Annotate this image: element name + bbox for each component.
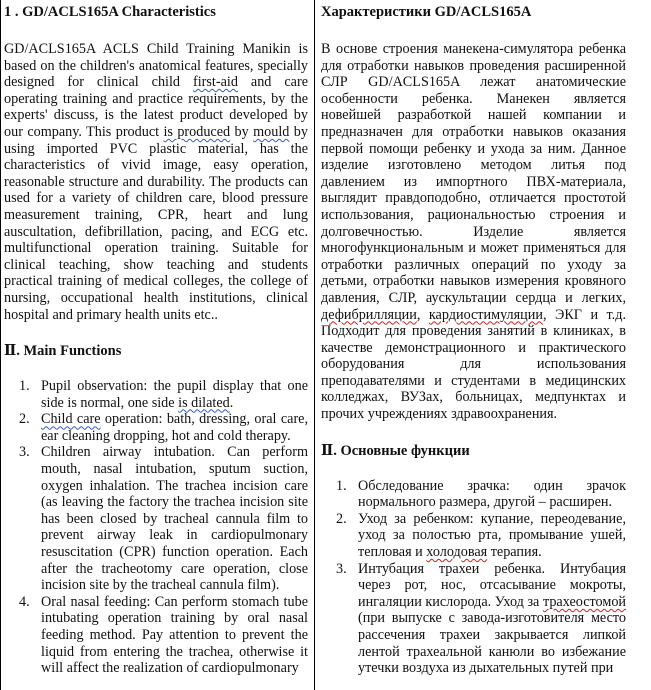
column-divider (314, 0, 315, 690)
list-text: operation: bath, dressing, oral care, ear cleaning dropping, hot and cold therapy. (41, 411, 309, 444)
list-item (4, 594, 308, 677)
list-text: терапия. (487, 544, 542, 561)
para-text: В основе строения манекена-симулятора ребенка для отработки навыков проведения расширенной СЛР GD/ACLS165A лежат анатомические особенности ребенка. Манекен является новейшей разработкой нашей компании и предназначен для отработки навыков оказания первой помощи ребенку и ухода за ним. Данное изделие изготовлено методом литья под давлением из импортного ПВХ-материала, выглядит правдоподобно, отличается простотой использования, рациональностью строения и долговечностью. Изделие является многофункциональным и может применяться для отработки различных операций по уходу за детьми, отработки навыков измерения кровяного давления, СЛР, аускультации сердца и легких, (321, 41, 626, 306)
section-title-characteristics-ru: Характеристики GD/ACLS165A (321, 4, 532, 20)
para-text-flagged: дефибрилляции (321, 306, 417, 323)
para-text: , ЭКГ и т.д. Подходит для проведения занятий в клиниках, в качестве демонстрационного и практического оборудования для использования преподавателями и студентами в медицинских колледжах, ВУЗах, больницах, медпунктах и прочих учреждениях здравоохранения. (321, 306, 626, 423)
list-text: Уход за ребенком: купание, переодевание, уход за полостью рта, промывание ушей, тепловая и (358, 510, 626, 561)
list-text-flagged: is dilated (178, 394, 230, 411)
para-text-flagged: mould (253, 123, 290, 140)
characteristics-paragraph-ru (321, 41, 626, 423)
para-text: by (230, 123, 254, 140)
para-text-flagged: кардиостимуляции (428, 306, 543, 323)
section-title-main-functions: Ⅱ. Main Functions (4, 343, 122, 360)
english-column (4, 4, 308, 677)
characteristics-paragraph (4, 41, 308, 323)
list-number: 1. (19, 378, 30, 395)
list-text: . (229, 394, 234, 411)
list-number: 4. (19, 593, 30, 610)
main-functions-list (4, 378, 308, 677)
russian-column (321, 4, 626, 677)
list-item (4, 411, 308, 444)
list-number: 1. (336, 477, 347, 494)
list-number: 3. (336, 560, 347, 577)
list-text-flagged: трахеостомой (542, 593, 626, 610)
section-title-characteristics: 1 . GD/ACLS165A Characteristics (4, 4, 216, 20)
list-text: Oral nasal feeding: Can perform stomach tube intubating operation training by oral nasal feeding method. Pay attention to prevent the liquid from entering the trachea, otherwise it will affect the realization of cardiopulmonary (41, 593, 308, 677)
list-item (321, 478, 626, 511)
list-text-flagged: Child care (41, 411, 101, 428)
list-text-flagged: холодовая (426, 544, 488, 561)
list-item (321, 511, 626, 561)
para-text: and care operating training and practice requirements, by the experts' discuss, is the latest product developed by our company. This product (4, 74, 308, 140)
list-text: Pupil observation: the pupil display that one side is normal, one side (41, 378, 308, 411)
section-title-main-functions-ru: Ⅱ. Основные функции (321, 442, 470, 459)
list-text: Интубация трахеи ребенка. Интубация через рот, нос, отсасывание мокроты, ингаляции кислорода. Уход за (358, 560, 626, 610)
para-text: by using imported PVC plastic material, has the characteristics of vivid image, easy operation, reasonable structure and durability. The products can used for a variety of children care, blood pressure measurement training, CPR, heart and lung auscultation, defibrillation, pacing, and ECG etc. multifunctional operation training. Suitable for clinical teaching, show teaching and students practical training of medical colleges, the college of nursing, occupational health institutions, clinical hospital and primary health units etc.. (4, 123, 308, 323)
main-functions-list-ru (321, 478, 626, 677)
para-text-flagged: is produced (163, 123, 231, 140)
para-text: GD/ACLS165A ACLS Child Training Manikin is based on the children's anatomical features, specially designed for clinical child (4, 41, 308, 91)
list-number: 2. (19, 411, 30, 428)
para-text: , (416, 306, 429, 323)
left-margin-line (0, 0, 1, 690)
list-text: (при выпуске с завода-изготовителя место рассечения трахеи закрывается липкой лентой трахеальной канюли во избежание утечки воздуха из дыхательных путей при (358, 610, 626, 677)
list-item (4, 444, 308, 593)
list-text: Children airway intubation. Can perform mouth, nasal intubation, sputum suction, oxygen inhalation. The trachea incision care (as leaving the factory the trachea incision site has been closed by tracheal cannula film to prevent airway leak in cardiopulmonary resuscitation (CPR) function operation. Each after the tracheotomy care operation, close incision site by the tracheal cannula film). (41, 444, 308, 594)
list-item (321, 561, 626, 677)
list-text: Обследование зрачка: один зрачок нормального размера, другой – расширен. (358, 477, 626, 511)
para-text-flagged: first-aid (193, 74, 238, 91)
list-number: 2. (336, 510, 347, 527)
list-item (4, 378, 308, 411)
list-number: 3. (19, 444, 30, 461)
